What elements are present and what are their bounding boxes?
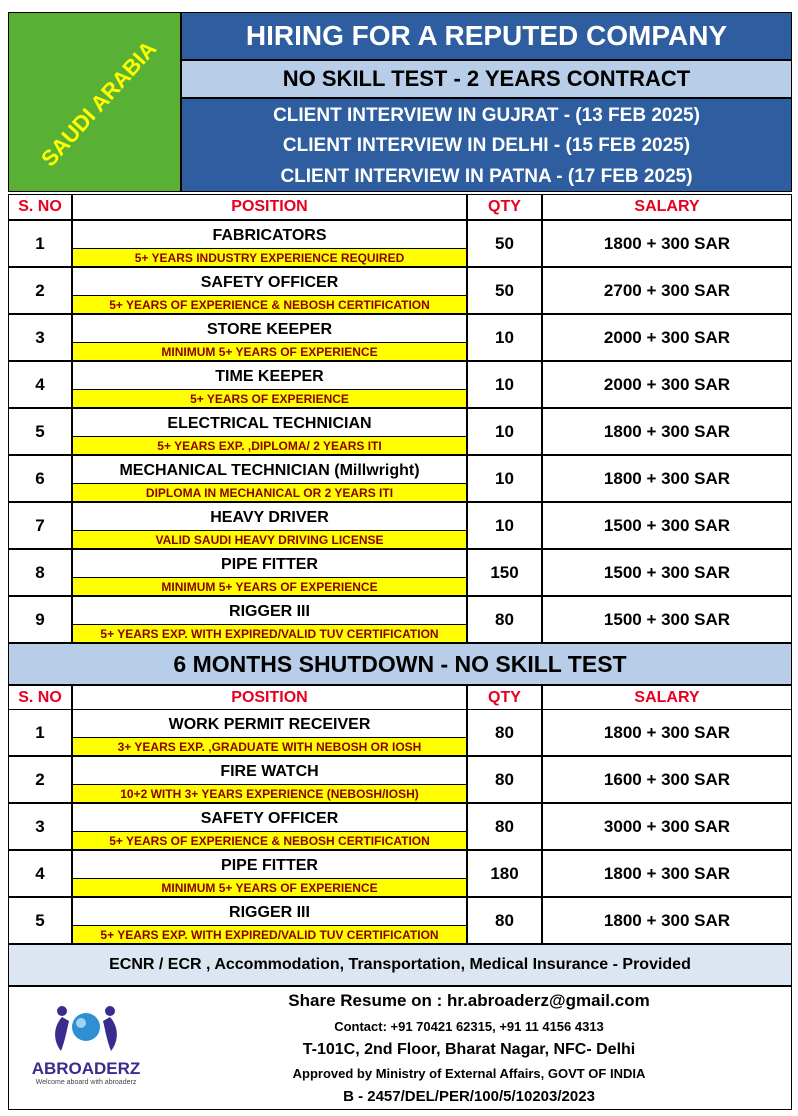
interview-schedule xyxy=(181,98,792,192)
share-resume: Share Resume on : hr.abroaderz@gmail.com xyxy=(288,991,650,1010)
position-cell xyxy=(72,549,467,596)
column-header-qty: QTY xyxy=(467,685,542,711)
quantity: 80 xyxy=(467,897,542,944)
position-title: SAFETY OFFICER xyxy=(200,809,339,827)
position-title: FABRICATORS xyxy=(212,226,327,244)
logo-name: ABROADERZ xyxy=(31,1059,141,1078)
quantity: 150 xyxy=(467,549,542,596)
salary: 1800 + 300 SAR xyxy=(542,455,792,502)
position-cell xyxy=(72,502,467,549)
position-requirement: DIPLOMA IN MECHANICAL OR 2 YEARS ITI xyxy=(73,483,466,501)
salary: 1800 + 300 SAR xyxy=(542,897,792,944)
quantity: 10 xyxy=(467,502,542,549)
position-title: HEAVY DRIVER xyxy=(210,508,329,526)
position-requirement: MINIMUM 5+ YEARS OF EXPERIENCE xyxy=(73,577,466,595)
quantity: 50 xyxy=(467,220,542,267)
logo-tagline: Welcome aboard with abroaderz xyxy=(35,1079,137,1086)
quantity: 180 xyxy=(467,850,542,897)
interview-delhi: CLIENT INTERVIEW IN DELHI - (15 FEB 2025) xyxy=(282,135,691,156)
position-title: MECHANICAL TECHNICIAN (Millwright) xyxy=(119,461,420,479)
position-requirement: 5+ YEARS OF EXPERIENCE & NEBOSH CERTIFICATION xyxy=(73,831,466,849)
salary: 1500 + 300 SAR xyxy=(542,549,792,596)
serial-number: 3 xyxy=(8,314,72,361)
position-cell xyxy=(72,314,467,361)
salary: 3000 + 300 SAR xyxy=(542,803,792,850)
country-banner xyxy=(8,12,181,192)
serial-number: 4 xyxy=(8,361,72,408)
position-cell xyxy=(72,709,467,756)
salary: 1800 + 300 SAR xyxy=(542,850,792,897)
position-title: PIPE FITTER xyxy=(221,856,318,874)
office-address: T-101C, 2nd Floor, Bharat Nagar, NFC- Delhi xyxy=(302,1041,636,1058)
position-cell xyxy=(72,756,467,803)
serial-number: 7 xyxy=(8,502,72,549)
position-requirement: MINIMUM 5+ YEARS OF EXPERIENCE xyxy=(73,342,466,360)
logo-mark-icon xyxy=(31,1001,141,1061)
salary: 1500 + 300 SAR xyxy=(542,596,792,643)
column-header-position: POSITION xyxy=(72,194,467,220)
serial-number: 5 xyxy=(8,408,72,455)
serial-number: 1 xyxy=(8,220,72,267)
salary: 1600 + 300 SAR xyxy=(542,756,792,803)
position-cell xyxy=(72,408,467,455)
position-requirement: VALID SAUDI HEAVY DRIVING LICENSE xyxy=(73,530,466,548)
approval-text: Approved by Ministry of External Affairs, GOVT OF INDIA xyxy=(292,1065,646,1081)
quantity: 10 xyxy=(467,361,542,408)
position-cell xyxy=(72,803,467,850)
position-requirement: 5+ YEARS EXP. ,DIPLOMA/ 2 YEARS ITI xyxy=(73,436,466,454)
salary: 1800 + 300 SAR xyxy=(542,220,792,267)
position-requirement: MINIMUM 5+ YEARS OF EXPERIENCE xyxy=(73,878,466,896)
position-cell xyxy=(72,897,467,944)
column-header-qty: QTY xyxy=(467,194,542,220)
position-requirement: 10+2 WITH 3+ YEARS EXPERIENCE (NEBOSH/IOSH) xyxy=(73,784,466,802)
position-requirement: 3+ YEARS EXP. ,GRADUATE WITH NEBOSH OR IOSH xyxy=(73,737,466,755)
position-title: TIME KEEPER xyxy=(215,367,324,385)
position-cell xyxy=(72,267,467,314)
license-number: B - 2457/DEL/PER/100/5/10203/2023 xyxy=(343,1087,595,1105)
contact-numbers: Contact: +91 70421 62315, +91 11 4156 4313 xyxy=(334,1018,604,1034)
shutdown-title: 6 MONTHS SHUTDOWN - NO SKILL TEST xyxy=(8,643,792,685)
quantity: 10 xyxy=(467,314,542,361)
position-requirement: 5+ YEARS EXP. WITH EXPIRED/VALID TUV CERTIFICATION xyxy=(73,925,466,943)
column-header-salary: SALARY xyxy=(542,194,792,220)
quantity: 50 xyxy=(467,267,542,314)
footer xyxy=(8,986,792,1110)
quantity: 80 xyxy=(467,596,542,643)
salary: 1800 + 300 SAR xyxy=(542,709,792,756)
position-title: RIGGER III xyxy=(229,903,310,921)
serial-number: 9 xyxy=(8,596,72,643)
serial-number: 2 xyxy=(8,756,72,803)
serial-number: 1 xyxy=(8,709,72,756)
salary: 2000 + 300 SAR xyxy=(542,361,792,408)
serial-number: 3 xyxy=(8,803,72,850)
position-cell xyxy=(72,596,467,643)
benefits-bar: ECNR / ECR , Accommodation, Transportation, Medical Insurance - Provided xyxy=(8,944,792,986)
serial-number: 5 xyxy=(8,897,72,944)
contract-subtitle: NO SKILL TEST - 2 YEARS CONTRACT xyxy=(181,60,792,98)
position-requirement: 5+ YEARS EXP. WITH EXPIRED/VALID TUV CERTIFICATION xyxy=(73,624,466,642)
interview-gujrat: CLIENT INTERVIEW IN GUJRAT - (13 FEB 2025) xyxy=(273,105,700,126)
position-requirement: 5+ YEARS INDUSTRY EXPERIENCE REQUIRED xyxy=(73,248,466,266)
quantity: 80 xyxy=(467,803,542,850)
quantity: 80 xyxy=(467,756,542,803)
serial-number: 2 xyxy=(8,267,72,314)
serial-number: 4 xyxy=(8,850,72,897)
position-title: RIGGER III xyxy=(229,602,310,620)
salary: 2000 + 300 SAR xyxy=(542,314,792,361)
position-requirement: 5+ YEARS OF EXPERIENCE xyxy=(73,389,466,407)
column-header-sno: S. NO xyxy=(8,194,72,220)
serial-number: 6 xyxy=(8,455,72,502)
quantity: 10 xyxy=(467,408,542,455)
country-label: SAUDI ARABIA xyxy=(36,36,162,172)
serial-number: 8 xyxy=(8,549,72,596)
salary: 1800 + 300 SAR xyxy=(542,408,792,455)
column-header-salary: SALARY xyxy=(542,685,792,711)
position-title: STORE KEEPER xyxy=(206,320,333,338)
position-title: WORK PERMIT RECEIVER xyxy=(168,715,371,733)
column-header-sno: S. NO xyxy=(8,685,72,711)
position-cell xyxy=(72,361,467,408)
column-header-position: POSITION xyxy=(72,685,467,711)
interview-patna: CLIENT INTERVIEW IN PATNA - (17 FEB 2025) xyxy=(280,166,693,187)
position-title: FIRE WATCH xyxy=(220,762,319,780)
quantity: 10 xyxy=(467,455,542,502)
salary: 2700 + 300 SAR xyxy=(542,267,792,314)
position-cell xyxy=(72,220,467,267)
salary: 1500 + 300 SAR xyxy=(542,502,792,549)
quantity: 80 xyxy=(467,709,542,756)
abroaderz-logo xyxy=(31,1001,141,1091)
position-requirement: 5+ YEARS OF EXPERIENCE & NEBOSH CERTIFICATION xyxy=(73,295,466,313)
position-title: SAFETY OFFICER xyxy=(200,273,339,291)
page-title: HIRING FOR A REPUTED COMPANY xyxy=(181,12,792,60)
position-cell xyxy=(72,455,467,502)
position-cell xyxy=(72,850,467,897)
position-title: PIPE FITTER xyxy=(221,555,318,573)
position-title: ELECTRICAL TECHNICIAN xyxy=(167,414,372,432)
